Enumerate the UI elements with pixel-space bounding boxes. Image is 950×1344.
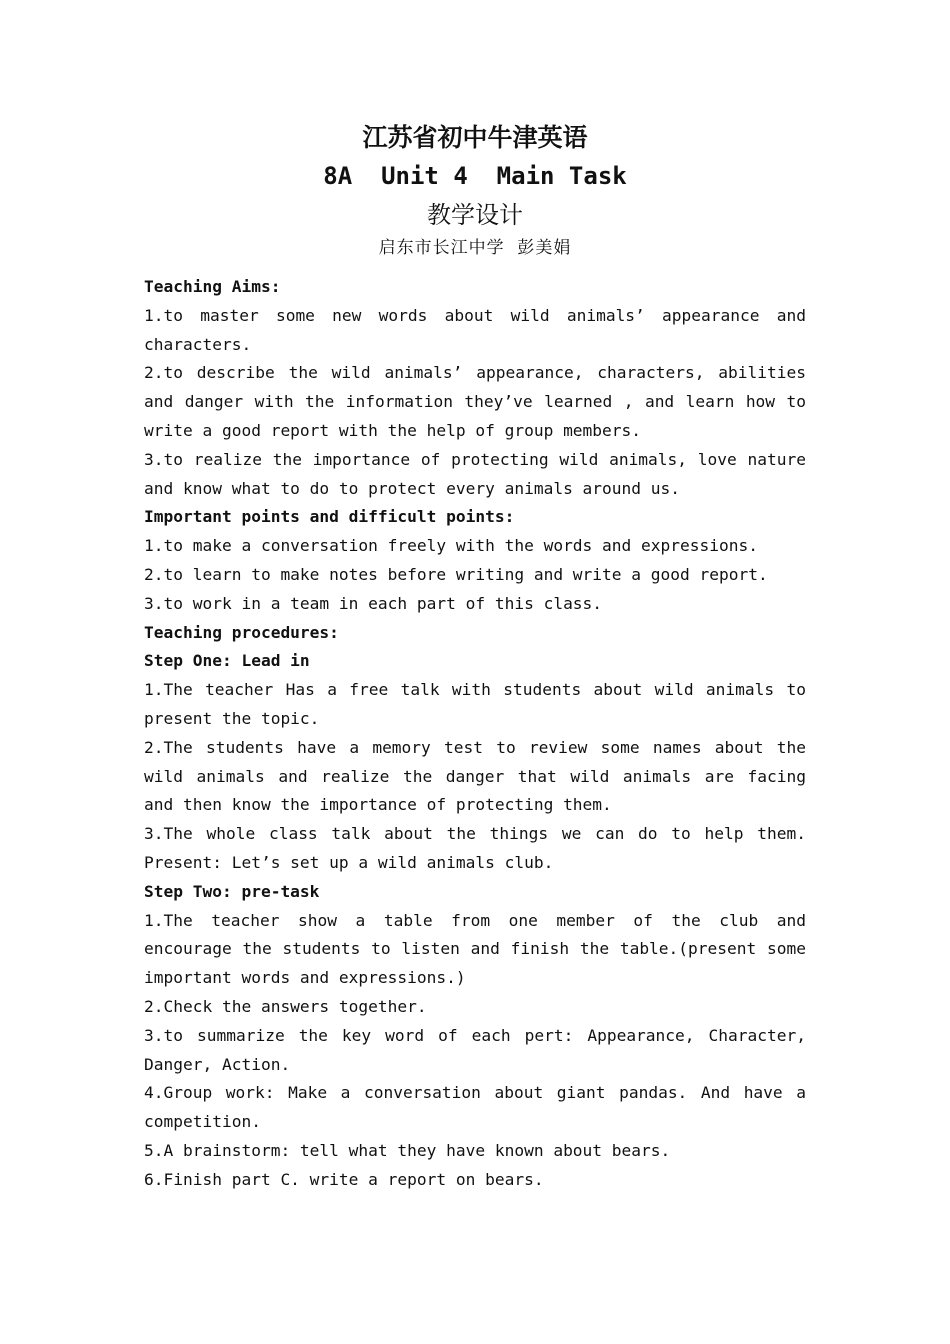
section-heading-teaching-procedures: Teaching procedures: <box>144 622 339 642</box>
point-item: 1.to make a conversation freely with the words and expressions. <box>144 536 758 556</box>
aim-item: 2.to describe the wild animals’ appearance, characters, abilities and danger with the information they’ve learned , and learn how to write a good report with the help of group members. <box>144 363 806 440</box>
aim-item: 3.to realize the importance of protecting wild animals, love nature and know what to do to protect every animals around us. <box>144 449 806 498</box>
step-item: 1.The teacher show a table from one member of the club and encourage the students to listen and finish the table.(present some important words and expressions.) <box>144 910 806 988</box>
aim-item: 1.to master some new words about wild animals’ appearance and characters. <box>144 305 806 354</box>
step-item: 2.Check the answers together. <box>144 996 427 1016</box>
document-subtitle: 教学设计 <box>427 201 523 229</box>
step-item: 5.A brainstorm: tell what they have known about bears. <box>144 1140 671 1160</box>
step-item: 3.to summarize the key word of each pert: Appearance, Character, Danger, Action. <box>144 1025 806 1074</box>
section-heading-teaching-aims: Teaching Aims: <box>144 277 281 296</box>
document-title: 江苏省初中牛津英语 <box>362 123 588 152</box>
step-item: 6.Finish part C. write a report on bears. <box>144 1169 544 1189</box>
step-item: 3.The whole class talk about the things we can do to help them. Present: Let’s set up a wild animals club. <box>144 824 806 872</box>
step-item: 2.The students have a memory test to review some names about the wild animals and realize the danger that wild animals are facing and then know the importance of protecting them. <box>144 737 806 815</box>
point-item: 2.to learn to make notes before writing and write a good report. <box>144 564 768 584</box>
step-item: 4.Group work: Make a conversation about giant pandas. And have a competition. <box>144 1083 806 1132</box>
unit-title: 8A Unit 4 Main Task <box>323 162 627 190</box>
document-body <box>144 273 806 1195</box>
author-line: 启东市长江中学 彭美娟 <box>378 238 572 258</box>
step-one-heading: Step One: Lead in <box>144 651 310 671</box>
section-heading-important-points: Important points and difficult points: <box>144 507 515 527</box>
step-two-heading: Step Two: pre-task <box>144 881 320 901</box>
step-item: 1.The teacher Has a free talk with students about wild animals to present the topic. <box>144 680 806 728</box>
point-item: 3.to work in a team in each part of this class. <box>144 593 603 613</box>
